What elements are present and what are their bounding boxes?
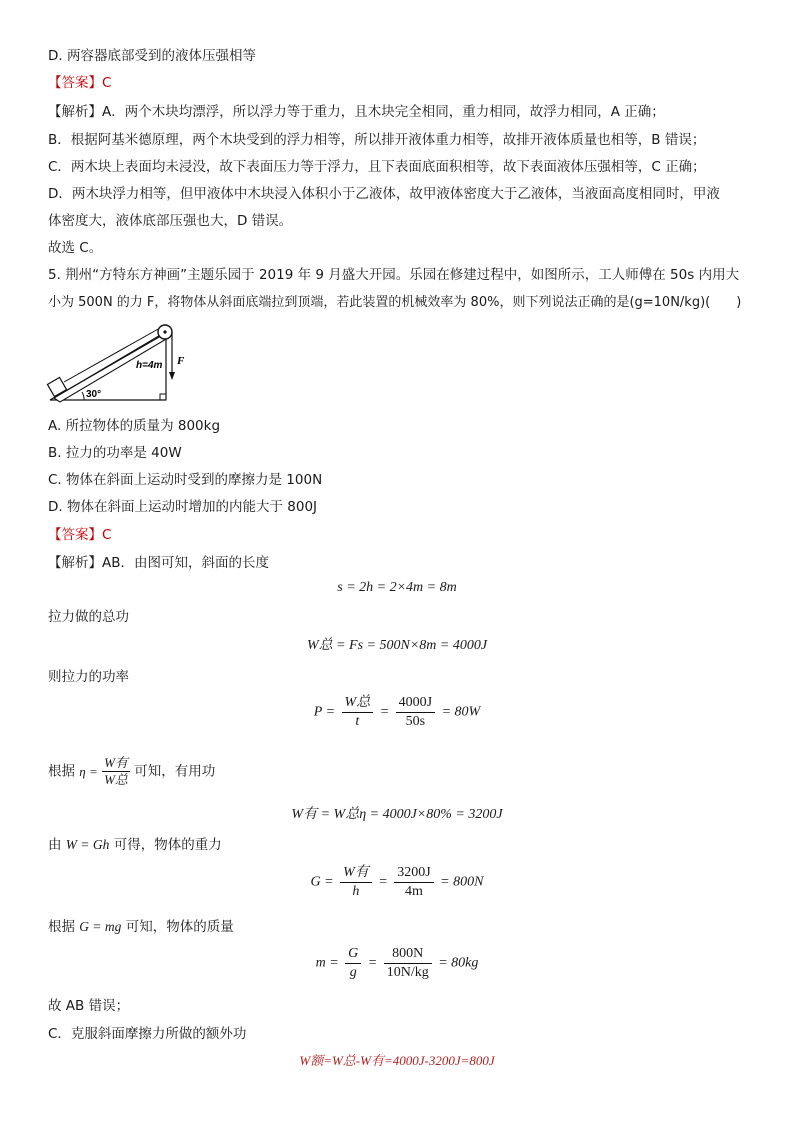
option-b: B. 拉力的功率是 40W [48, 445, 182, 461]
angle-label: 30° [86, 389, 102, 400]
question-5-line1: 5. 荆州“方特东方神画”主题乐园于 2019 年 9 月盛大开园。乐园在修建过程中，如图所示，工人师傅在 50s 内用大 [48, 267, 740, 283]
question-5-line2: 小为 500N 的力 F，将物体从斜面底端拉到顶端，若此装置的机械效率为 80%，则下列说法正确的是(g=10N/kg)( ) [48, 295, 742, 310]
explanation-b: B．根据阿基米德原理，两个木块受到的浮力相等，所以排开液体重力相等，故排开液体质量也相等，B 错误； [48, 132, 706, 148]
equation-mass: m = $\frac{G}{g}$ = $\frac{800N}{10N/kg}$ = 80kg [315, 946, 479, 980]
incline-diagram [44, 320, 204, 410]
equation-slope-length: s = 2h = 2×4m = 8m [337, 580, 457, 595]
ab-wrong-text: 故 AB 错误； [48, 998, 130, 1014]
option-a: A. 所拉物体的质量为 800kg [48, 418, 221, 434]
explanation-ab: 【解析】AB．由图可知，斜面的长度 [48, 555, 269, 571]
equation-extra-work: W额=W总-W有=4000J-3200J=800J [299, 1053, 495, 1068]
equation-total-work: W总 = Fs = 500N×8m = 4000J [306, 638, 488, 653]
efficiency-formula: η = [79, 764, 98, 779]
power-text: 则拉力的功率 [48, 669, 129, 685]
total-work-text: 拉力做的总功 [48, 609, 129, 625]
answer-label-1: 【答案】C [48, 75, 112, 91]
explanation-d-line1: D．两木块浮力相等，但甲液体中木块浸入体积小于乙液体，故甲液体密度大于乙液体，当液面高度相同时，甲液 [48, 186, 720, 202]
useful-work-text: 根据 η = $\frac{\text{W有}}{\text{W总}}$ 可知，有用功 [48, 755, 216, 787]
option-c: C. 物体在斜面上运动时受到的摩擦力是 100N [48, 472, 323, 488]
explanation-c: C．两木块上表面均未浸没，故下表面压力等于浮力，且下表面底面积相等，故下表面液体压强相等，C 正确； [48, 159, 706, 175]
answer-label-2: 【答案】C [48, 527, 112, 543]
gravity-text: 由 W = Gh 可得，物体的重力 [48, 837, 222, 853]
explanation-d-line2: 体密度大，液体底部压强也大，D 错误。 [48, 213, 293, 229]
extra-work-text: C．克服斜面摩擦力所做的额外功 [48, 1026, 247, 1042]
force-label: F [177, 355, 185, 367]
equation-gravity: G = $\frac{\text{W有}}{h}$ = $\frac{3200J}{4m}$ = 800N [310, 865, 484, 899]
choose-statement-1: 故选 C。 [48, 240, 103, 256]
explanation-a: 【解析】A．两个木块均漂浮，所以浮力等于重力，且木块完全相同，重力相同，故浮力相同，A 正确； [48, 104, 665, 120]
option-d-previous: D. 两容器底部受到的液体压强相等 [48, 48, 256, 64]
mass-text: 根据 G = mg 可知，物体的质量 [48, 919, 234, 935]
height-label: h=4m [136, 360, 163, 371]
option-d: D. 物体在斜面上运动时增加的内能大于 800J [48, 499, 318, 515]
equation-power: P = $\frac{\text{W总}}{t}$ = $\frac{4000J}{50s}$ = 80W [313, 695, 481, 729]
equation-useful-work: W有 = W总η = 4000J×80% = 3200J [291, 807, 503, 822]
